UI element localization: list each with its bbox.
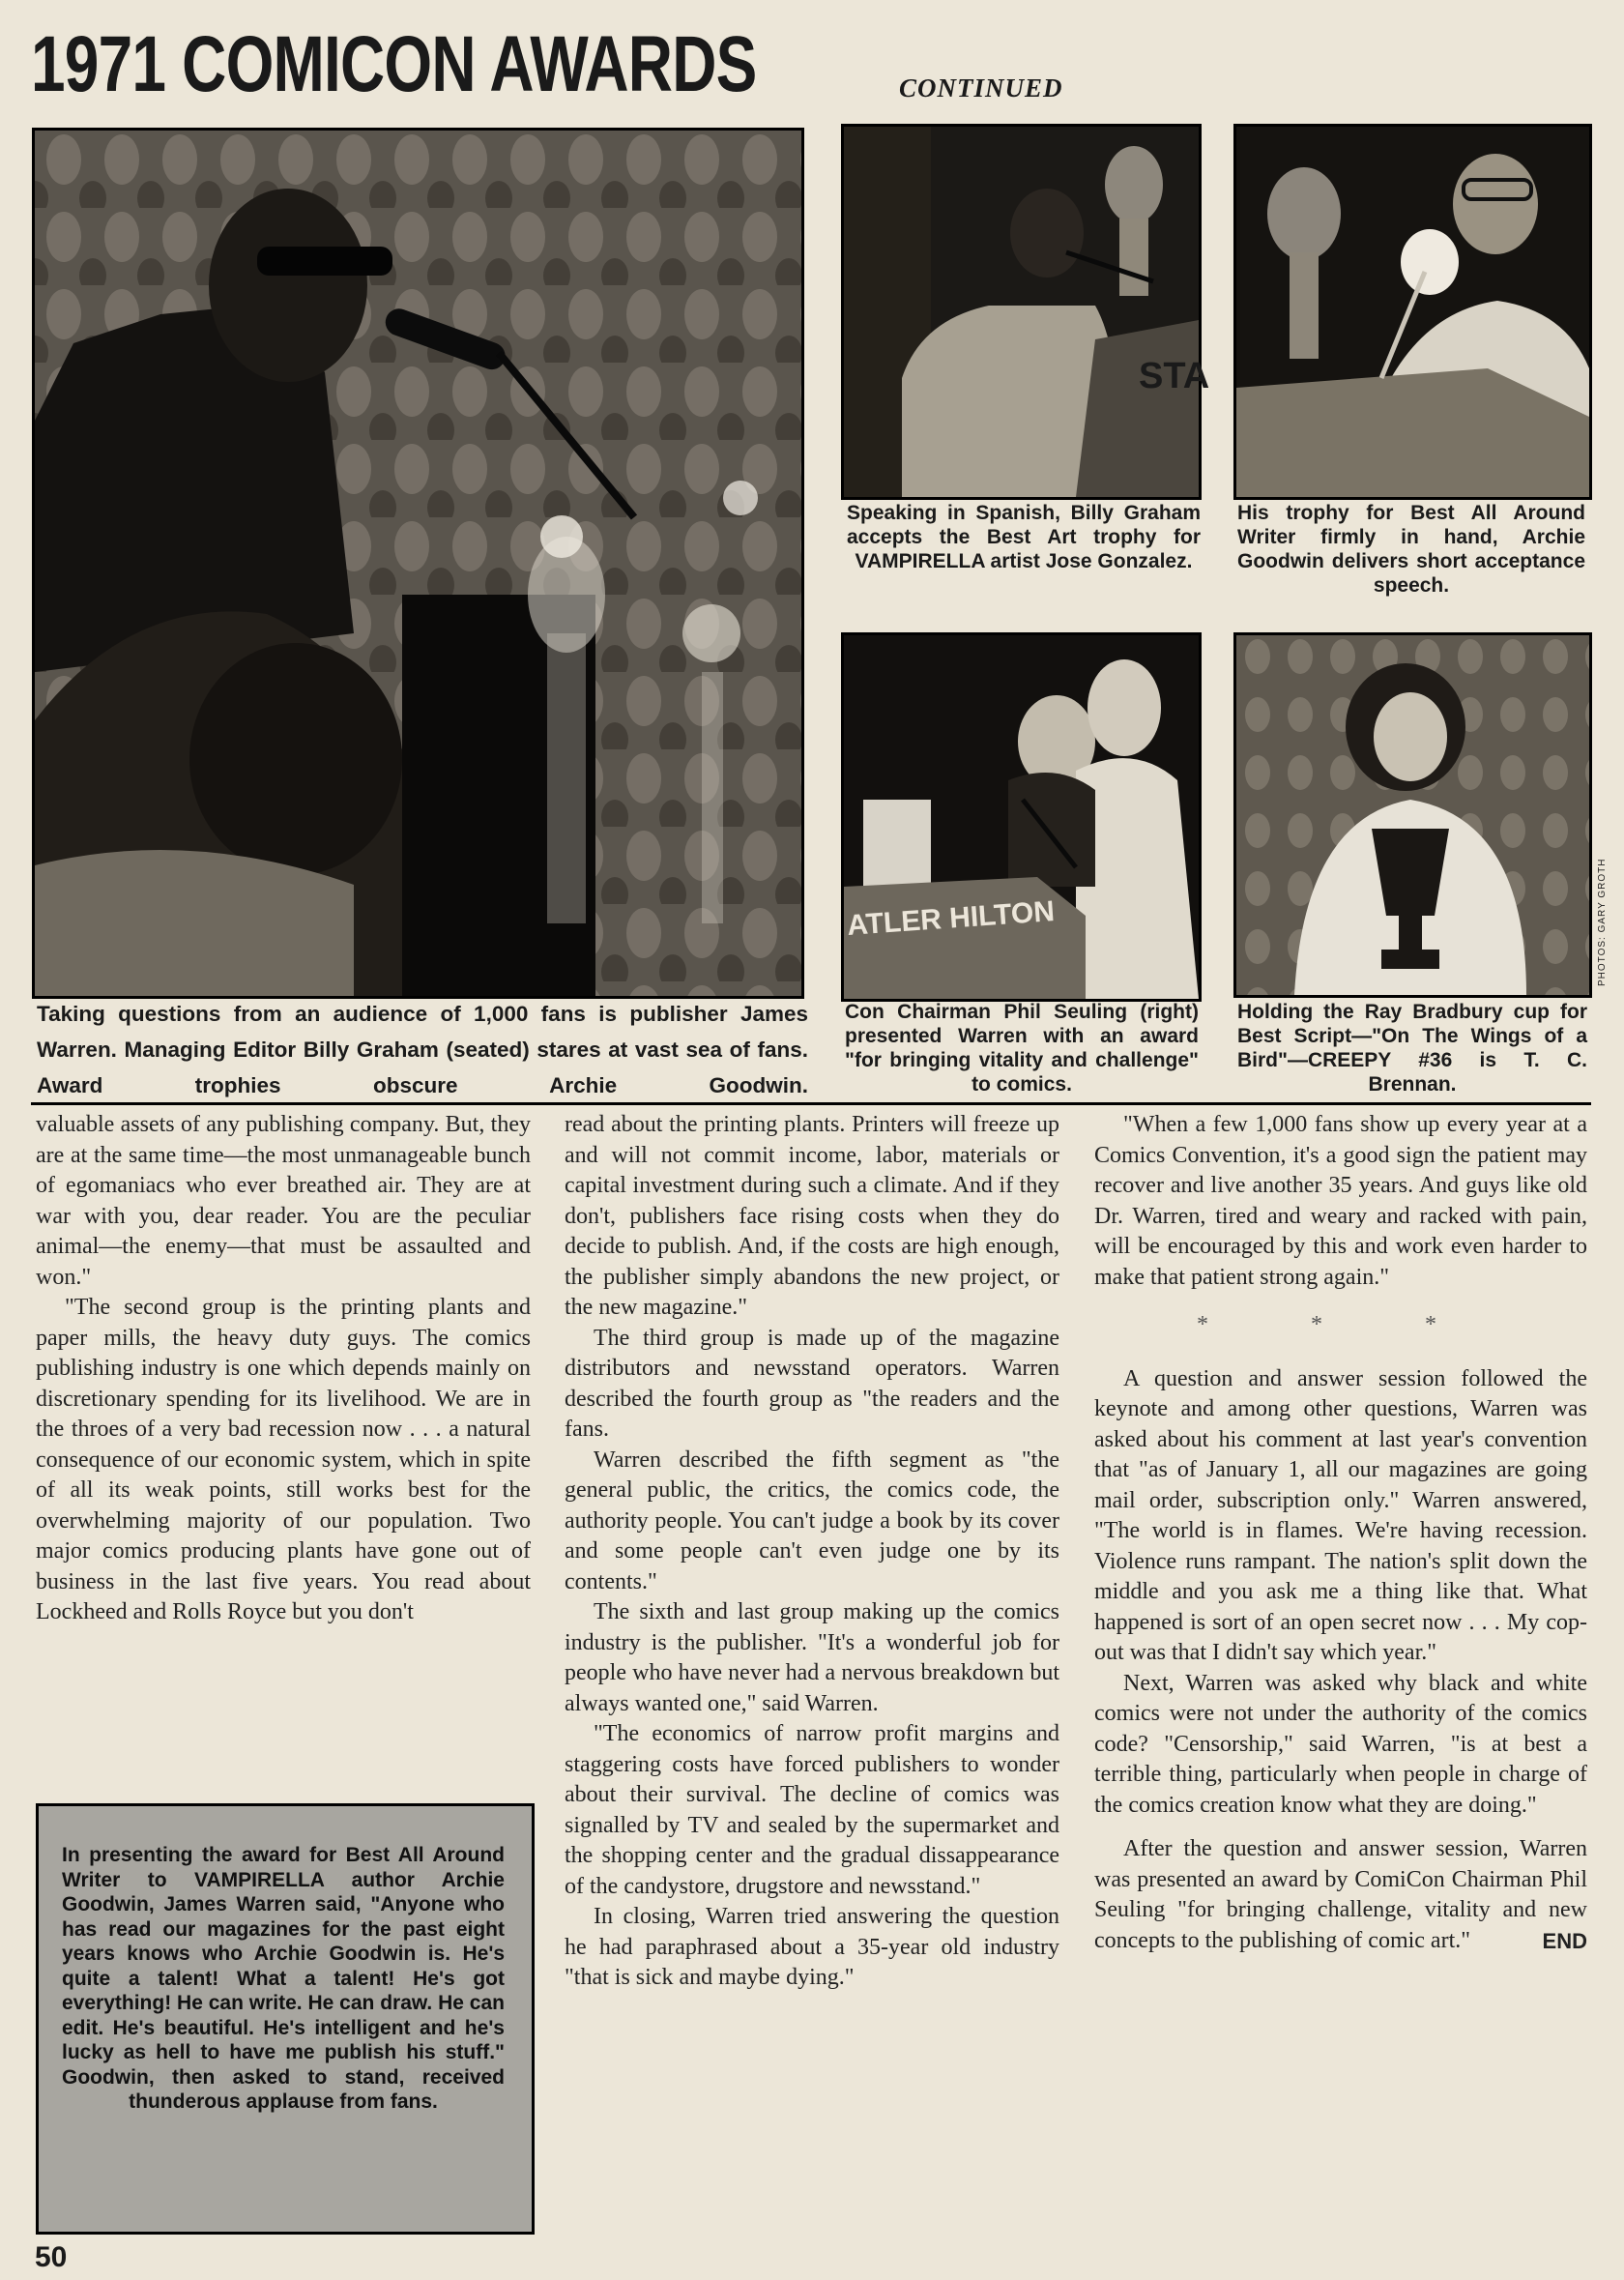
paragraph-text: After the question and answer session, Warren was presented an award by ComiCon Chairman Phil Seuling "for bringing challenge, vitality and new concepts to the publishing of comic art." bbox=[1094, 1836, 1587, 1953]
paragraph: read about the printing plants. Printers will freeze up and will not commit income, labor, materials or capital investment during such a climate. And if they don't, publishers face rising costs when they do decide to publish. And, if the costs are high enough, the publisher simply abandons the new project, or the new magazine." bbox=[565, 1112, 1059, 1320]
sidebar-text: In presenting the award for Best All Around Writer to VAMPIRELLA author Archie Goodwin, James Warren said, "Anyone who has read our magazines for the past eight years knows who Archie Goodwin is. He's quite a talent! What a talent! He's got everything! He can write. He can draw. He can edit. He's beautiful. He's intelligent and he's lucky as hell to have me publish his stuff." Goodwin, then asked to stand, received thunderous applause from fans. bbox=[62, 1844, 505, 2113]
paragraph: valuable assets of any publishing company. But, they are at the same time—the most unmanageable bunch of egomaniacs who ever breathed air. They are at war with you, dear reader. You are the peculiar animal—the enemy—that must be assaulted and won." bbox=[36, 1112, 531, 1290]
paragraph: "When a few 1,000 fans show up every year at a Comics Convention, it's a good sign the patient may recover and live another 35 years. And guys like old Dr. Warren, tired and weary and racked with pain, will be encouraged by this and work even harder to make that patient strong again." bbox=[1094, 1112, 1587, 1290]
divider-rule bbox=[31, 1102, 1591, 1105]
article-column-3 bbox=[1094, 1110, 1587, 1956]
section-separator: * * * bbox=[1197, 1312, 1485, 1337]
caption-bottom-middle: Con Chairman Phil Seuling (right) presented Warren with an award "for bringing vitality and challenge" to comics. bbox=[845, 1001, 1199, 1096]
caption-bottom-right: Holding the Ray Bradbury cup for Best Script—"On The Wings of a Bird"—CREEPY #36 is T. C. Brennan. bbox=[1237, 1001, 1587, 1096]
photo-main-warren bbox=[32, 128, 804, 999]
continued-label: CONTINUED bbox=[899, 73, 1063, 102]
photo-goodwin-best-writer bbox=[1233, 124, 1592, 500]
photo-brennan-best-script bbox=[1233, 632, 1592, 998]
paragraph: "The second group is the printing plants and paper mills, the heavy duty guys. The comics publishing industry is one which depends mainly on discretionary spending for its livelihood. We are in the throes of a very bad recession now . . . a natural consequence of our economic system, which in spite of all its weak points, still works best for the overwhelming majority of our population. Two major comics producing plants have gone out of business in the last five years. You read about Lockheed and Rolls Royce but you don't bbox=[36, 1295, 531, 1624]
paragraph: A question and answer session followed the keynote and among other questions, Warren was asked about his comment at last year's convention that "as of January 1, all our magazines are going mail order, subscription only." Warren answered, "The world is in flames. We're having recession. Violence runs rampant. The nation's split down the middle and you ask me a thing like that. What happened is sort of an open secret now . . . My cop-out was that I didn't say which year." bbox=[1094, 1365, 1587, 1665]
paragraph: Next, Warren was asked why black and white comics were not under the authority of the comics code? "Censorship," said Warren, "is at best a terrible thing, particularly when people in charge of the comics creation know what they are doing." bbox=[1094, 1670, 1587, 1818]
caption-main-photo: Taking questions from an audience of 1,000 fans is publisher James Warren. Managing Editor Billy Graham (seated) stares at vast sea of fans. Award trophies obscure Archie Goodwin. bbox=[37, 1002, 808, 1097]
paragraph: The sixth and last group making up the comics industry is the publisher. "It's a wonderful job for people who have never had a nervous breakdown but always wanted one," said Warren. bbox=[565, 1599, 1059, 1716]
paragraph: The third group is made up of the magazine distributors and newsstand operators. Warren described the fourth group as "the readers and the fans. bbox=[565, 1325, 1059, 1442]
article-column-1 bbox=[36, 1110, 531, 1628]
caption-top-middle: Speaking in Spanish, Billy Graham accepts the Best Art trophy for VAMPIRELLA artist Jose Gonzalez. bbox=[847, 502, 1201, 572]
caption-top-right: His trophy for Best All Around Writer firmly in hand, Archie Goodwin delivers short acceptance speech. bbox=[1237, 502, 1585, 597]
photo-seuling-presents-warren bbox=[841, 632, 1202, 1002]
page-title: 1971 COMICON AWARDS bbox=[31, 20, 757, 108]
lectern-sign-text: STA bbox=[1139, 356, 1210, 396]
page-number: 50 bbox=[35, 2241, 68, 2273]
photo-credit: PHOTOS: GARY GROTH bbox=[1597, 858, 1608, 986]
article-column-2 bbox=[565, 1110, 1059, 1994]
photo-graham-best-art bbox=[841, 124, 1210, 500]
paragraph: Warren described the fifth segment as "the general public, the critics, the comics code, the authority people. You can't judge a book by its cover and some people can't even judge one by its contents." bbox=[565, 1447, 1059, 1594]
hotel-sign-text: ATLER HILTON bbox=[846, 895, 1056, 942]
paragraph: "The economics of narrow profit margins and staggering costs have forced publishers to wonder about their survival. The decline of comics was signalled by TV and sealed by the supermarket and the shopping center and the gradual dissappearance of the candystore, drugstore and newsstand." bbox=[565, 1721, 1059, 1899]
paragraph: In closing, Warren tried answering the question he had paraphrased about a 35-year old industry "that is sick and maybe dying." bbox=[565, 1904, 1059, 1990]
end-mark: END bbox=[1542, 1928, 1587, 1953]
quote-sidebar-box bbox=[36, 1803, 535, 2235]
paragraph-final bbox=[1094, 1834, 1587, 1956]
